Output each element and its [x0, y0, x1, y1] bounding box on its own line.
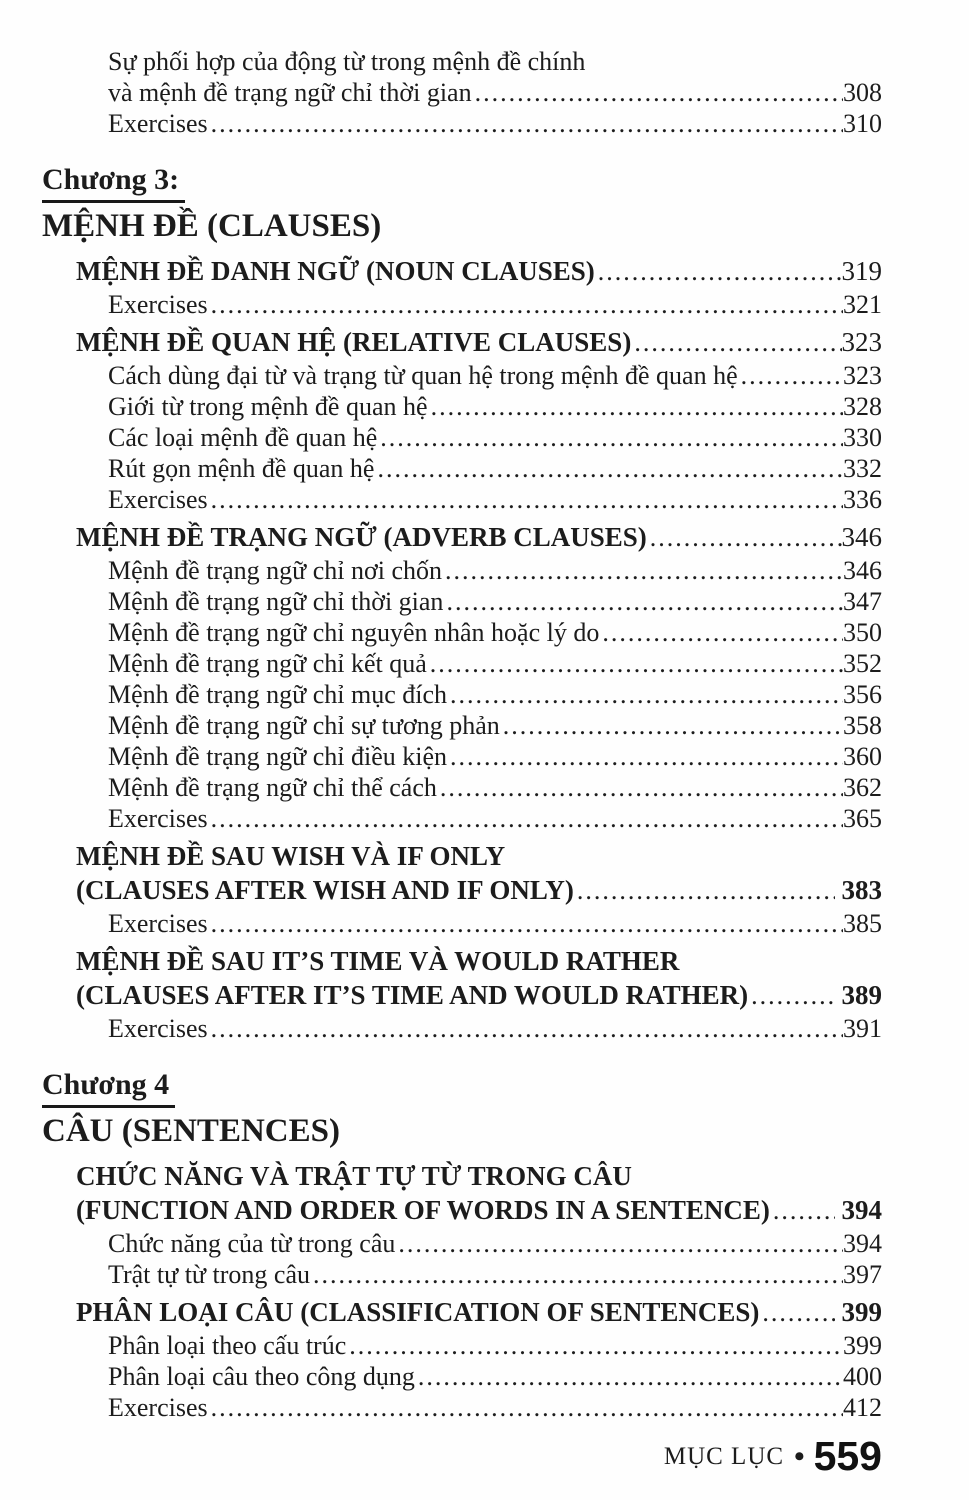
dot-leader-icon [741, 360, 843, 391]
toc-entry [42, 484, 882, 515]
toc-entry [42, 1392, 882, 1423]
toc-entry [42, 555, 882, 586]
dot-leader-icon [634, 326, 841, 360]
toc-entry-title: (FUNCTION AND ORDER OF WORDS IN A SENTENCE) [76, 1195, 770, 1225]
toc-entry-title: Mệnh đề trạng ngữ chỉ thời gian [108, 587, 444, 616]
dot-leader-icon [398, 1228, 843, 1259]
dot-leader-icon [751, 979, 834, 1013]
toc-entry-title: MỆNH ĐỀ SAU WISH VÀ IF ONLY [76, 841, 506, 871]
toc-entry-page: 332 [843, 454, 882, 483]
toc-entry-title: Phân loại câu theo công dụng [108, 1362, 415, 1391]
toc-entry-title: Mệnh đề trạng ngữ chỉ sự tương phản [108, 711, 500, 740]
toc-entry-title: Phân loại theo cấu trúc [108, 1331, 347, 1360]
toc-entry-title: Exercises [108, 485, 208, 514]
toc-entry-page: 328 [843, 392, 882, 421]
dot-leader-icon [762, 1296, 834, 1330]
toc-entry-title: Mệnh đề trạng ngữ chỉ nơi chốn [108, 556, 442, 585]
toc-entry [42, 1330, 882, 1361]
dot-leader-icon [450, 679, 843, 710]
toc-entry-title: Rút gọn mệnh đề quan hệ [108, 454, 375, 483]
dot-leader-icon [418, 1361, 843, 1392]
dot-leader-icon [577, 874, 835, 908]
dot-leader-icon [211, 908, 843, 939]
toc-entry [42, 648, 882, 679]
dot-leader-icon [598, 255, 842, 289]
dot-leader-icon [211, 108, 843, 139]
toc-entry-page: 389 [841, 980, 882, 1010]
dot-leader-icon [450, 741, 843, 772]
toc-entry-title: MỆNH ĐỀ DANH NGỮ (NOUN CLAUSES) [76, 256, 595, 286]
toc-entry-title: Exercises [108, 1393, 208, 1422]
toc-entry-title: Chương 3: [42, 161, 185, 203]
toc-entry-title: Mệnh đề trạng ngữ chỉ nguyên nhân hoặc lý do [108, 618, 600, 647]
toc-entry-title: Chức năng của từ trong câu [108, 1229, 396, 1258]
toc-entry-page: 394 [843, 1229, 882, 1258]
dot-leader-icon [313, 1259, 843, 1290]
footer-page-number: 559 [813, 1433, 882, 1479]
toc-entry-title: Mệnh đề trạng ngữ chỉ điều kiện [108, 742, 448, 771]
toc-entry [42, 586, 882, 617]
toc-entry-title: Trật tự từ trong câu [108, 1260, 310, 1289]
toc-entry [42, 1228, 882, 1259]
dot-leader-icon [349, 1330, 843, 1361]
toc-entry [42, 1013, 882, 1044]
dot-leader-icon [503, 710, 843, 741]
toc-entry-title: và mệnh đề trạng ngữ chỉ thời gian [108, 78, 472, 107]
toc-entry [42, 360, 882, 391]
toc-entry-page: 321 [843, 290, 882, 319]
toc-entry-page: 346 [841, 522, 882, 552]
dot-leader-icon [440, 772, 843, 803]
toc-entry-page: 310 [843, 109, 882, 138]
toc-entry [42, 839, 882, 873]
dot-leader-icon [431, 391, 843, 422]
toc-entry-title: Mệnh đề trạng ngữ chỉ thể cách [108, 773, 437, 802]
toc-entry-page: 346 [843, 556, 882, 585]
toc-entry [42, 908, 882, 939]
toc-entry-page: 347 [843, 587, 882, 616]
toc-entry-title: Sự phối hợp của động từ trong mệnh đề chính [108, 47, 586, 76]
toc-entry-page: 362 [843, 773, 882, 802]
toc-entry [42, 1066, 882, 1108]
dot-leader-icon [211, 484, 843, 515]
toc-entry-page: 394 [841, 1195, 882, 1225]
toc-entry [42, 1295, 882, 1330]
toc-entry-page: 391 [843, 1014, 882, 1043]
toc-entry [42, 453, 882, 484]
toc-entry-title: Exercises [108, 109, 208, 138]
toc-entry-page: 323 [841, 327, 882, 357]
dot-leader-icon [650, 521, 842, 555]
toc-entry-title: Mệnh đề trạng ngữ chỉ kết quả [108, 649, 427, 678]
toc-entry [42, 803, 882, 834]
toc-entry [42, 289, 882, 320]
toc-entry-title: (CLAUSES AFTER IT’S TIME AND WOULD RATHER) [76, 980, 749, 1010]
toc-entry-page: 350 [843, 618, 882, 647]
toc-entry-title: Exercises [108, 804, 208, 833]
dot-leader-icon [211, 1013, 843, 1044]
toc-entry-title: Chương 4 [42, 1066, 175, 1108]
toc-entry-title: MỆNH ĐỀ QUAN HỆ (RELATIVE CLAUSES) [76, 327, 632, 357]
toc-entry-page: 397 [843, 1260, 882, 1289]
toc-entry [42, 520, 882, 555]
toc-entry [42, 77, 882, 108]
dot-leader-icon [430, 648, 843, 679]
toc-entry [42, 325, 882, 360]
toc-entry-title: CHỨC NĂNG VÀ TRẬT TỰ TỪ TRONG CÂU [76, 1161, 632, 1191]
toc-entry-title: Mệnh đề trạng ngữ chỉ mục đích [108, 680, 448, 709]
toc-entry-page: 323 [843, 361, 882, 390]
dot-leader-icon [602, 617, 843, 648]
toc-entry [42, 161, 882, 203]
page-footer [42, 1433, 882, 1479]
toc-entry-title: Exercises [108, 909, 208, 938]
toc-entry [42, 741, 882, 772]
dot-leader-icon [377, 453, 843, 484]
toc-entry-page: 308 [843, 78, 882, 107]
toc-entry [42, 1193, 882, 1228]
dot-leader-icon [446, 586, 843, 617]
toc-entry-title: Cách dùng đại từ và trạng từ quan hệ trong mệnh đề quan hệ [108, 361, 738, 390]
toc-entry-page: 330 [843, 423, 882, 452]
toc-entry-title: Exercises [108, 290, 208, 319]
toc-entry [42, 391, 882, 422]
toc-entry [42, 944, 882, 978]
toc-entry [42, 1159, 882, 1193]
toc-entry-title: (CLAUSES AFTER WISH AND IF ONLY) [76, 875, 574, 905]
toc-entry [42, 772, 882, 803]
dot-leader-icon [475, 77, 843, 108]
toc-list [42, 46, 882, 1423]
toc-entry-page: 352 [843, 649, 882, 678]
toc-entry-page: 399 [843, 1331, 882, 1360]
dot-leader-icon [211, 803, 843, 834]
toc-entry-page: 400 [843, 1362, 882, 1391]
toc-entry [42, 254, 882, 289]
dot-leader-icon [380, 422, 843, 453]
toc-entry-page: 356 [843, 680, 882, 709]
dot-leader-icon [211, 1392, 843, 1423]
toc-entry-page: 358 [843, 711, 882, 740]
toc-entry [42, 617, 882, 648]
toc-entry-page: 412 [843, 1393, 882, 1422]
toc-entry-title: Giới từ trong mệnh đề quan hệ [108, 392, 428, 421]
toc-entry-page: 399 [841, 1297, 882, 1327]
toc-entry-page: 319 [841, 256, 882, 286]
toc-entry-title: Exercises [108, 1014, 208, 1043]
toc-entry-page: 365 [843, 804, 882, 833]
toc-entry-title: MỆNH ĐỀ (CLAUSES) [42, 208, 382, 244]
toc-entry-page: 383 [841, 875, 882, 905]
footer-bullet-icon: • [794, 1439, 805, 1473]
toc-entry-title: MỆNH ĐỀ SAU IT’S TIME VÀ WOULD RATHER [76, 946, 680, 976]
toc-entry [42, 422, 882, 453]
toc-entry-title: PHÂN LOẠI CÂU (CLASSIFICATION OF SENTENCES) [76, 1297, 760, 1327]
dot-leader-icon [211, 289, 843, 320]
toc-entry-page: 336 [843, 485, 882, 514]
toc-entry [42, 1108, 882, 1154]
toc-entry [42, 46, 882, 77]
toc-entry-title: Các loại mệnh đề quan hệ [108, 423, 378, 452]
toc-entry [42, 873, 882, 908]
toc-entry [42, 1259, 882, 1290]
toc-entry [42, 108, 882, 139]
dot-leader-icon [773, 1194, 835, 1228]
toc-entry [42, 679, 882, 710]
footer-section-label: MỤC LỤC [663, 1442, 785, 1470]
toc-entry-title: MỆNH ĐỀ TRẠNG NGỮ (ADVERB CLAUSES) [76, 522, 647, 552]
toc-entry [42, 1361, 882, 1392]
toc-entry-title: CÂU (SENTENCES) [42, 1113, 340, 1149]
toc-entry [42, 710, 882, 741]
toc-entry-page: 360 [843, 742, 882, 771]
toc-entry [42, 203, 882, 249]
toc-entry [42, 978, 882, 1013]
toc-entry-page: 385 [843, 909, 882, 938]
dot-leader-icon [445, 555, 843, 586]
